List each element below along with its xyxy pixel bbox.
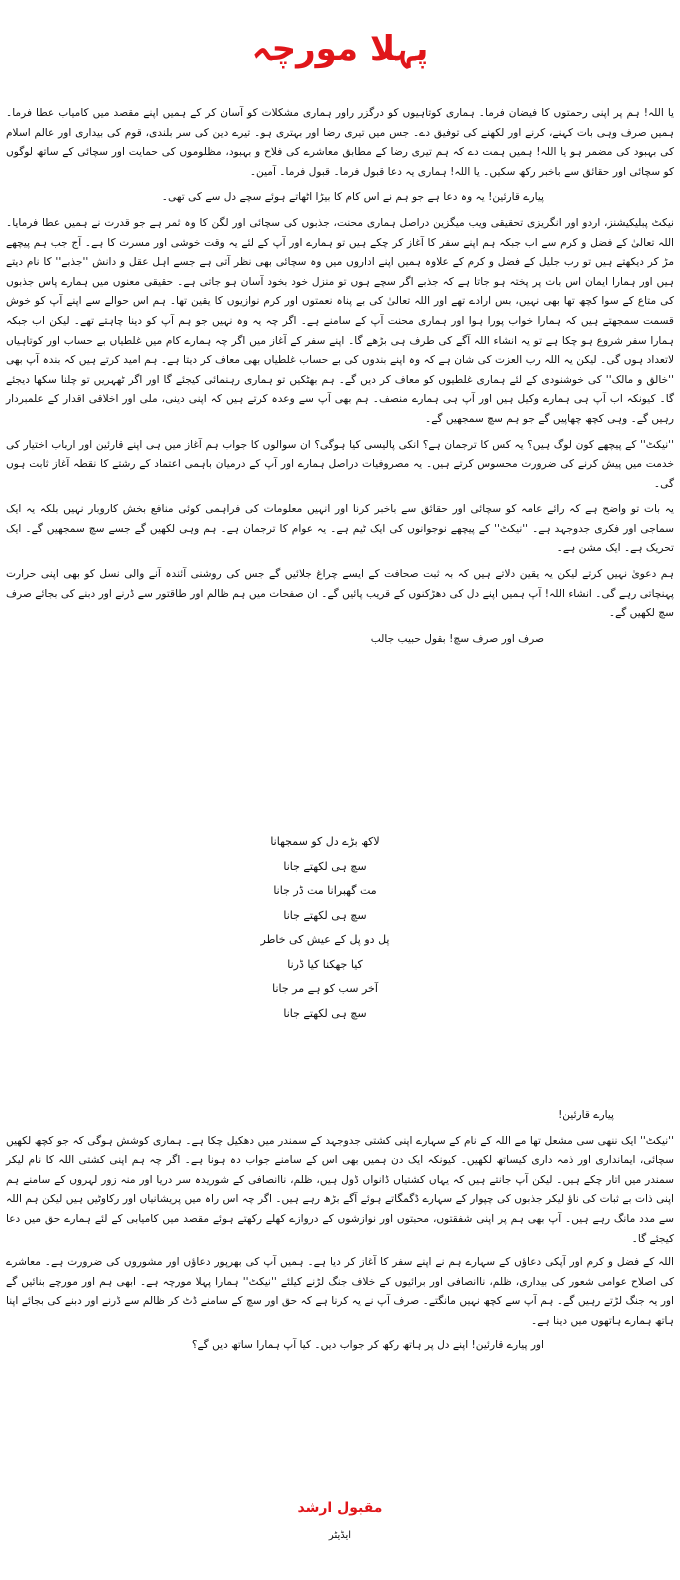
closing-greeting: پیارے قارئین!: [558, 1109, 614, 1121]
author-name: مقبول ارشد: [297, 1500, 383, 1516]
poem-line: پل دو پل کے عیش کی خاطر: [260, 933, 390, 946]
poem: [0, 830, 680, 1026]
poem-line: سچ ہی لکھتے جانا: [283, 1006, 367, 1020]
poem-line: سچ ہی لکھتے جانا: [283, 908, 367, 922]
page-title: پہلا مورچہ: [251, 29, 429, 69]
poem-intro-line: صرف اور صرف سچ! بقول حبیب جالب: [370, 632, 544, 645]
poem-line: لاکھ بڑے دل کو سمجھانا: [270, 835, 380, 848]
poem-line: کیا جھکنا کیا ڈرنا: [287, 957, 363, 971]
prayer-paragraph: یا اللہ! ہم پر اپنی رحمتوں کا فیضان فرما۔ ہماری کوتاہیوں کو درگزر راور ہماری مشکلات کو آسان کر کے ہمیں اپنے مقصد میں کامیاب عطا فرما۔ ہمیں صرف وہی بات کہنے، کرنے اور لکھنے کی توفیق دے۔ جس میں تیری رضا اور بہتری ہو۔ تیرے دین کی سر بلندی، قوم کی بیداری اور عالم اسلام کی بہبود کی مضمر ہو یا اللہ! ہمیں ہمت دے کہ ہم تیری رضا کے مطابق معاشرے کی فلاح و بہبود، مظلوموں کی حمایت اور سچائی کے ساتھ لوگوں کو سچائی اور حقائق سے باخبر رکھ سکیں۔ یا اللہ! ہماری یہ دعا قبول فرما۔ قبول فرما۔ آمین۔: [6, 107, 674, 178]
closing-paragraph: ''نیکٹ'' ایک ننھی سی مشعل تھا مے اللہ کے نام کے سہارے اپنی کشتی جدوجہد کے سمندر میں دھکیل چکا ہے۔ ہماری کوشش ہوگی کہ جو کچھ لکھیں سچائی، ایمانداری اور ذمہ داری کیساتھ لکھیں۔ کیونکہ ایک دن ہمیں بھی اس کے سامنے جواب دہ ہونا ہے۔ اگر چہ ہم اپنی کشتی اللہ کا نام لیکر سمندر میں اتار چکے ہیں۔ لیکن آپ جانتے ہیں کہ یہاں کشتیاں ڈانواں ڈول ہیں، ظلم، ناانصافی کے شوریدہ سر دریا اور منہ زور لہروں کے سامنے ہم اپنی ذات بے ثبات کی ناؤ لیکر جذبوں کی چپوار کے سہارے ڈگمگاتے ہوئے آگے بڑھ رہے ہیں۔ اگر چہ اس راہ میں پریشانیاں اور رکاوٹیں ہیں لیکن ہم اللہ سے مدد مانگ رہے ہیں۔ آپ بھی ہم پر اپنی شفقتوں، محبتوں اور نوازشوں کے دروازے کھلے رکھتے ہوئے مقصد میں کامیابی کے لئے ہمارے حق میں دعا کیجئے گا۔: [6, 1134, 674, 1245]
mission-paragraph: یہ بات تو واضح ہے کہ رائے عامہ کو سچائی اور حقائق سے باخبر کرنا اور انہیں معلومات کی فراہمی کوئی منافع بخش کاروبار نہیں بلکہ یہ ایک سماجی اور فکری جدوجہد ہے۔ ''نیکٹ'' کے پیچھے نوجوانوں کی ایک ٹیم ہے۔ یہ عوام کا ترجمان ہے۔ ہم وہی لکھیں گے جسے سچ سمجھیں گے۔ ایک تحریک ہے۔ ایک مشن ہے۔: [6, 503, 674, 555]
dear-readers-paragraph: پیارے قارئین! یہ وہ دعا ہے جو ہم نے اس کام کا بیڑا اٹھاتے ہوئے سچے دل سے کی تھی۔: [161, 191, 544, 204]
promise-paragraph: ہم دعویٰ نہیں کرتے لیکن یہ یقین دلاتے ہیں کہ بہ ثبت صحافت کے ایسے چراغ جلائیں گے جس کی روشنی آئندہ آنے والی نسل کو بھی اپنی حرارت پہنچاتی رہے گی۔ انشاء اللہ! آپ ہمیں اپنے دل کی دھڑکنوں کے قریب پائیں گے۔ ان صفحات میں ہم ظالم اور طاقتور سے ڈرنے اور دبنے کی بجائے صرف سچ لکھیں گے۔: [6, 568, 674, 620]
author-role: ایڈیٹر: [328, 1530, 352, 1541]
closing-paragraph: اللہ کے فضل و کرم اور آپکی دعاؤں کے سہارے ہم نے اپنے سفر کا آغاز کر دیا ہے۔ ہمیں آپ کی بھرپور دعاؤں اور مشوروں کی ضرورت ہے۔ معاشرے کی اصلاح عوامی شعور کی بیداری، ظلم، ناانصافی اور برائیوں کے خلاف جنگ لڑنے کیلئے ''نیکٹ'' ہمارا پہلا مورچہ ہے۔ ابھی ہم اور مورچے بنائیں گے اور یہ جنگ لڑتے رہیں گے۔ ہم آپ سے کچھ نہیں مانگتے۔ صرف آپ نے یہ کرنا ہے کہ حق اور سچ کے سامنے ڈٹ کر ظالم سے ڈرنے اور دبنے کی بجائے اپنا ہاتھ ہمارے ہاتھوں میں دینا ہے۔: [6, 1256, 674, 1327]
poem-line: آخر سب کو ہے مر جانا: [272, 982, 378, 995]
poem-line: مت گھبرانا مت ڈر جانا: [273, 884, 377, 897]
editorial-body: [6, 104, 674, 655]
questions-paragraph: ''نیکٹ'' کے پیچھے کون لوگ ہیں؟ یہ کس کا ترجمان ہے؟ انکی پالیسی کیا ہوگی؟ ان سوالوں کا جواب ہم آغاز میں ہی اپنے قارئین اور ارباب اختیار کی خدمت میں پیش کرنے کی ضرورت محسوس کرتے ہیں۔ یہ مصروفیات دراصل ہمارے اور آپ کے درمیان باہمی اعتماد کے رشتے کا نقطہ آغاز ثابت ہوں گی۔: [6, 438, 674, 490]
poem-line: سچ ہی لکھتے جانا: [283, 859, 367, 873]
closing-section: [6, 1106, 674, 1359]
introduction-paragraph: نیکٹ پبلیکیشنز، اردو اور انگریزی تحقیقی ویب میگزین دراصل ہماری محنت، جذبوں کی سچائی اور لگن کا وہ ثمر ہے جو قدرت نے ہمیں عطا فرمایا۔ اللہ تعالیٰ کے فضل و کرم سے اب جبکہ ہم اپنے سفر کا آغاز کر چکے ہیں تو ہمارے اور آپ کے لئے یہ وقت خوشی اور مسرت کا ہے۔ آج جب ہم پیچھے مڑ کر دیکھتے ہیں تو رب جلیل کے فضل و کرم کے علاوہ ہمیں اپنے اداروں میں وہ سچائی بھی نظر آتی ہے جسے اہل عقل و دانش ''جذبے'' کا نام دیتے ہیں اور ہمارا ایمان اس بات پر پختہ ہو جاتا ہے کہ جذبے اگر سچے ہوں تو منزل خود بخود آسان ہو جاتی ہے۔ حقیقی معنوں میں ہمارے پاس جذبوں کی متاع کے سوا کچھ تھا بھی نہیں، بس ارادے تھے اور اللہ تعالیٰ کی بے پناہ نعمتوں اور کرم نوازیوں کا یقین تھا۔ ہم اس حوالے سے اپنے آپ کو خوش قسمت سمجھتے ہیں کہ ہمارا خواب پورا ہوا اور ہماری محنت آپ کے سامنے ہے۔ اگر چہ یہ وہ نہیں جو ہم آپ کو دینا چاہتے تھے۔ لیکن اب جبکہ ہمارا سفر شروع ہو چکا ہے تو یہ انشاء اللہ آگے کی طرف ہی بڑھے گا۔ اپنے سفر کے آغاز میں اگر چہ ہمارے کام میں غلطیاں بے حساب اور کوتاہیاں لاتعداد ہوں گی۔ لیکن یہ اللہ رب العزت کی شان ہے کہ وہ اپنے بندوں کی بے حساب غلطیاں بھی معاف کر دیتا ہے۔ ہم امید کرتے ہیں کہ بندہ آپ بھی ''خالق و مالک'' کی خوشنودی کے لئے ہماری غلطیوں کو معاف کر دیں گے۔ ہم بھٹکیں تو ہماری رہنمائی کیجئے گا اور اگر ٹھہریں تو چلنا سکھا دیجئے گا۔ کیونکہ اب آپ ہی ہمارے وکیل ہیں اور آپ ہی ہمارے منصف۔ ہم بھی آپ سے وعدہ کرتے ہیں کہ اپنی دینی، ملی اور اخلاقی اقدار کے علمبردار رہیں گے۔ وہی کچھ چھاپیں گے جو ہم سچ سمجھیں گے۔: [6, 216, 674, 425]
closing-question: اور پیارے قارئین! اپنے دل پر ہاتھ رکھ کر جواب دیں۔ کیا آپ ہمارا ساتھ دیں گے؟: [191, 1338, 544, 1351]
